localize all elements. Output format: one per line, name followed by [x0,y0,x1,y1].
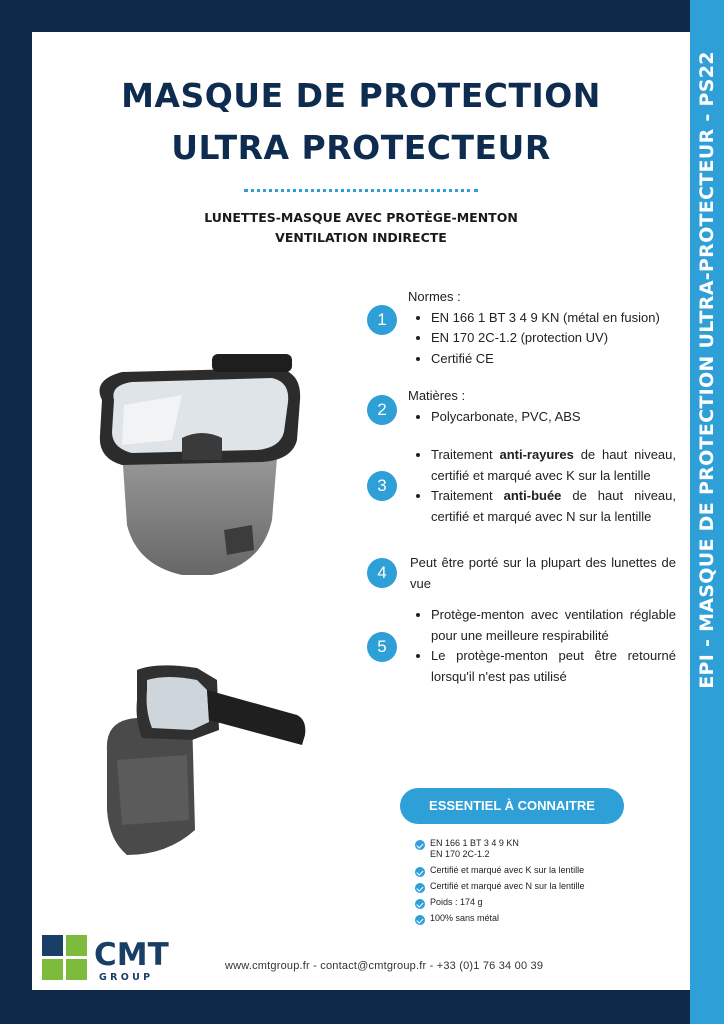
bold-term: anti-rayures [499,447,574,462]
feature-number-3: 3 [367,471,397,501]
side-title: EPI - MASQUE DE PROTECTION ULTRA-PROTECTEUR - PS22 [696,51,718,689]
feature-4-text: Peut être porté sur la plupart des lunettes de vue [410,555,676,591]
check-icon [415,883,425,893]
essentials-item [415,913,585,924]
essentials-item-label: Certifié et marqué avec K sur la lentille [430,865,585,875]
feature-number-1: 1 [367,305,397,335]
list-item: Protège-menton avec ventilation réglable pour une meilleure respirabilité [408,605,676,646]
essentials-item-label: Poids : 174 g [430,897,483,907]
feature-number-5: 5 [367,632,397,662]
essentials-item [415,838,585,860]
essentials-item-label: 100% sans métal [430,913,500,923]
essentials-list [415,838,585,929]
feature-1-text [408,287,678,369]
essentials-item [415,865,585,876]
feature-number-4: 4 [367,558,397,588]
feature-5-text [408,605,676,687]
logo-subtitle: G R O U P [99,972,151,983]
feature-1-heading: Normes : [408,289,461,304]
subtitle-line-1: LUNETTES-MASQUE AVEC PROTÈGE-MENTON [204,210,518,225]
list-item: Polycarbonate, PVC, ABS [408,407,678,428]
feature-2-heading: Matières : [408,388,466,403]
dotted-divider [244,189,478,192]
check-icon [415,915,425,925]
list-item: Le protège-menton peut être retourné lorsqu'il n'est pas utilisé [408,646,676,687]
text-run: de haut niveau, certifié et marqué avec K sur la lentille [431,447,676,483]
contact-footer: www.cmtgroup.fr - contact@cmtgroup.fr - +33 (0)1 76 34 00 39 [225,960,544,972]
check-icon [415,899,425,909]
check-icon [415,867,425,877]
feature-3-text [408,445,676,527]
document-page [32,32,690,990]
feature-2-text [408,386,678,427]
subtitle-line-2: VENTILATION INDIRECTE [275,230,447,245]
essentials-item-label: Certifié et marqué avec N sur la lentille [430,881,585,891]
logo-mark [42,935,192,983]
essentials-badge: ESSENTIEL À CONNAITRE [400,788,624,824]
essentials-item [415,881,585,892]
mask-front-photo [62,350,307,580]
bold-term: anti-buée [503,488,562,503]
list-item [408,445,676,486]
list-item: Certifié CE [408,349,678,370]
title-line-1: MASQUE DE PROTECTION [121,76,601,115]
logo-name: CMT [94,937,169,973]
title-line-2: ULTRA PROTECTEUR [171,128,551,167]
cmt-group-logo [42,935,192,988]
check-icon [415,840,425,850]
mask-side-photo [97,660,312,860]
list-item: EN 170 2C-1.2 (protection UV) [408,328,678,349]
essentials-item [415,897,585,908]
text-run: Traitement [431,447,500,462]
text-run: Traitement [431,488,504,503]
text-run: de haut niveau, certifié et marqué avec N sur la lentille [431,488,676,524]
feature-number-2: 2 [367,395,397,425]
essentials-item-label: EN 170 2C-1.2 [430,849,490,859]
list-item [408,486,676,527]
list-item: EN 166 1 BT 3 4 9 KN (métal en fusion) [408,308,678,329]
essentials-item-label: EN 166 1 BT 3 4 9 KN [430,838,519,848]
